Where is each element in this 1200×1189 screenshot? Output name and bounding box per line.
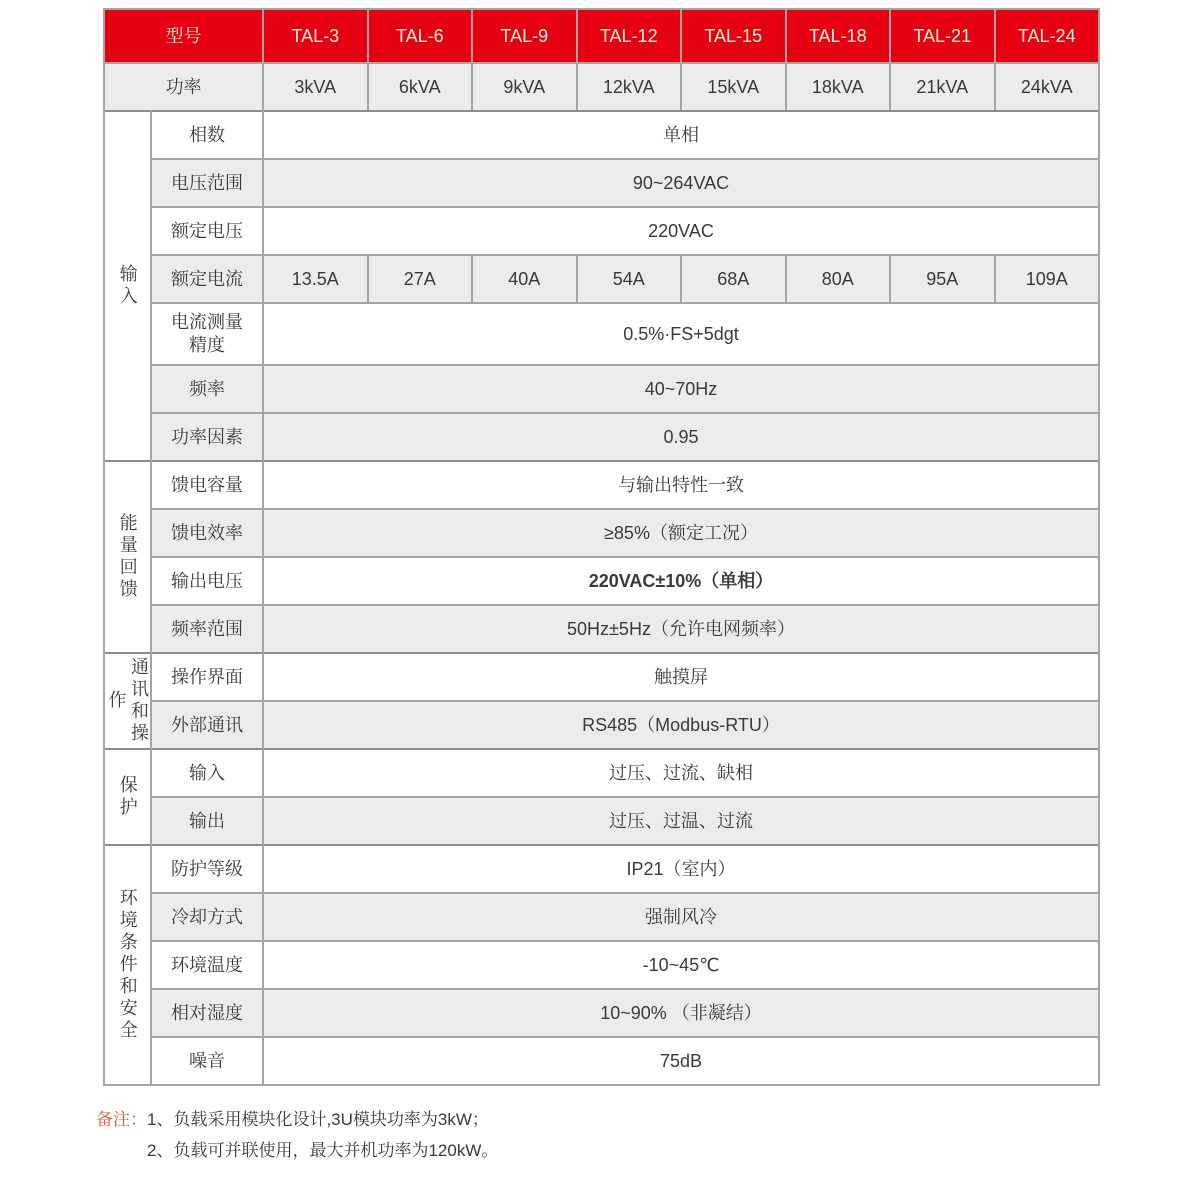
spec-value-cell: 10~90% （非凝结） <box>264 990 1098 1036</box>
spec-value-cell: 强制风冷 <box>264 894 1098 940</box>
spec-label-cell: 相数 <box>152 112 262 158</box>
spec-value-cell: 220VAC <box>264 208 1098 254</box>
spec-value-cell: RS485（Modbus-RTU） <box>264 702 1098 748</box>
rated-current-value-cell: 13.5A <box>264 256 367 302</box>
spec-value-cell: 220VAC±10%（单相） <box>264 558 1098 604</box>
spec-label-cell: 相对湿度 <box>152 990 262 1036</box>
rated-current-value-cell: 95A <box>891 256 994 302</box>
power-value-cell: 6kVA <box>369 64 472 110</box>
group-label-communication: 通讯和操作 <box>105 654 150 748</box>
spec-label-cell: 外部通讯 <box>152 702 262 748</box>
spec-label-cell: 防护等级 <box>152 846 262 892</box>
model-name-cell: TAL-6 <box>369 10 472 62</box>
power-value-cell: 3kVA <box>264 64 367 110</box>
spec-label-cell: 环境温度 <box>152 942 262 988</box>
spec-label-cell: 冷却方式 <box>152 894 262 940</box>
spec-value-cell: 75dB <box>264 1038 1098 1084</box>
spec-value-cell: 单相 <box>264 112 1098 158</box>
group-label-input: 输入 <box>105 112 150 460</box>
rated-current-value-cell: 54A <box>578 256 681 302</box>
spec-value-cell: 0.95 <box>264 414 1098 460</box>
rated-current-value-cell: 27A <box>369 256 472 302</box>
rated-current-value-cell: 80A <box>787 256 890 302</box>
spec-label-cell: 额定电压 <box>152 208 262 254</box>
spec-label-cell: 操作界面 <box>152 654 262 700</box>
rated-current-value-cell: 68A <box>682 256 785 302</box>
spec-value-cell: 90~264VAC <box>264 160 1098 206</box>
spec-value-cell: 触摸屏 <box>264 654 1098 700</box>
spec-label-cell: 输出电压 <box>152 558 262 604</box>
spec-value-cell: 与输出特性一致 <box>264 462 1098 508</box>
specification-table <box>103 8 1100 1086</box>
power-row-label: 功率 <box>105 64 262 110</box>
power-value-cell: 9kVA <box>473 64 576 110</box>
group-label-energy-feedback: 能量回馈 <box>105 462 150 652</box>
model-name-cell: TAL-15 <box>682 10 785 62</box>
spec-value-cell: 0.5%·FS+5dgt <box>264 304 1098 364</box>
group-label-environment: 环境条件和安全 <box>105 846 150 1084</box>
spec-label-cell: 额定电流 <box>152 256 262 302</box>
note-line: 2、负载可并联使用，最大并机功率为120kW。 <box>147 1141 499 1160</box>
group-label-protection: 保护 <box>105 750 150 844</box>
spec-label-cell: 频率 <box>152 366 262 412</box>
spec-label-cell: 输入 <box>152 750 262 796</box>
spec-label-cell: 电压范围 <box>152 160 262 206</box>
spec-label-cell: 功率因素 <box>152 414 262 460</box>
spec-value-cell: 40~70Hz <box>264 366 1098 412</box>
model-name-cell: TAL-18 <box>787 10 890 62</box>
rated-current-value-cell: 40A <box>473 256 576 302</box>
note-line: 1、负载采用模块化设计,3U模块功率为3kW； <box>147 1110 489 1129</box>
spec-value-cell: -10~45℃ <box>264 942 1098 988</box>
model-name-cell: TAL-3 <box>264 10 367 62</box>
rated-current-value-cell: 109A <box>996 256 1099 302</box>
spec-value-cell: 过压、过流、缺相 <box>264 750 1098 796</box>
power-value-cell: 12kVA <box>578 64 681 110</box>
notes-label: 备注： <box>96 1110 147 1129</box>
notes <box>96 1104 498 1166</box>
spec-label-cell: 频率范围 <box>152 606 262 652</box>
spec-label-cell: 噪音 <box>152 1038 262 1084</box>
spec-value-cell: ≥85%（额定工况） <box>264 510 1098 556</box>
spec-label-cell: 馈电容量 <box>152 462 262 508</box>
spec-value-cell: 50Hz±5Hz（允许电网频率） <box>264 606 1098 652</box>
spec-label-cell: 馈电效率 <box>152 510 262 556</box>
power-value-cell: 18kVA <box>787 64 890 110</box>
model-name-cell: TAL-9 <box>473 10 576 62</box>
model-header-cell: 型号 <box>105 10 262 62</box>
power-value-cell: 21kVA <box>891 64 994 110</box>
spec-value-cell: IP21（室内） <box>264 846 1098 892</box>
notes-lines <box>147 1104 498 1166</box>
model-name-cell: TAL-24 <box>996 10 1099 62</box>
spec-value-cell: 过压、过温、过流 <box>264 798 1098 844</box>
model-name-cell: TAL-21 <box>891 10 994 62</box>
spec-label-cell: 输出 <box>152 798 262 844</box>
model-name-cell: TAL-12 <box>578 10 681 62</box>
power-value-cell: 15kVA <box>682 64 785 110</box>
spec-label-cell: 电流测量精度 <box>152 304 262 364</box>
power-value-cell: 24kVA <box>996 64 1099 110</box>
